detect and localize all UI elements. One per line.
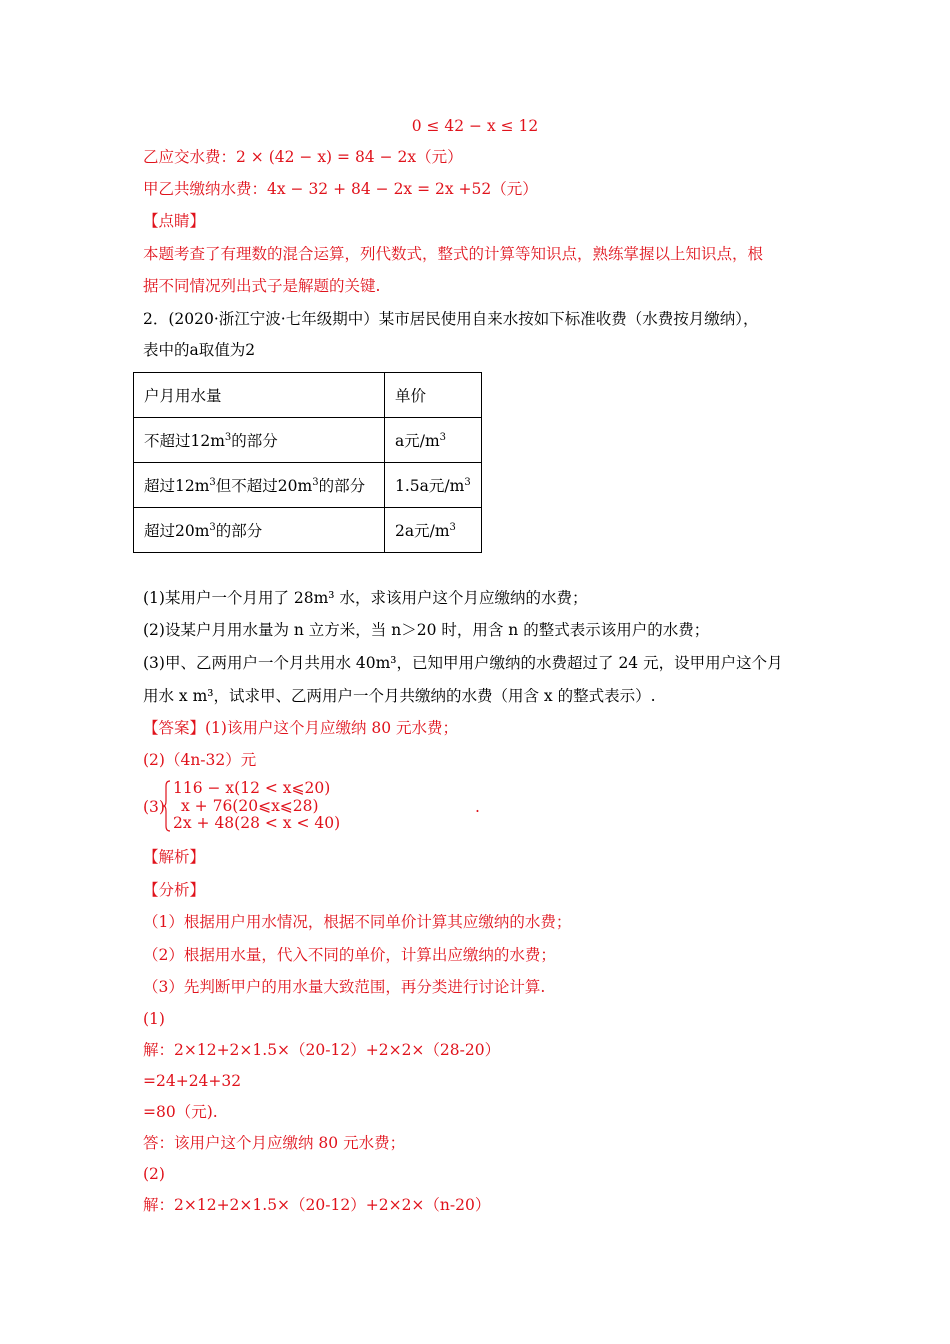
table-row bbox=[134, 373, 482, 418]
solution-step: =24+24+32 bbox=[143, 1072, 242, 1090]
solution-part-2-label: (2) bbox=[143, 1165, 165, 1183]
inequality-line: 0 ≤ 42 − x ≤ 12 bbox=[411, 117, 539, 135]
solution-step: =80（元). bbox=[143, 1103, 218, 1121]
fenxi-heading: 【分析】 bbox=[143, 881, 206, 899]
analysis-point-2: （2）根据用水量，代入不同的单价，计算出应缴纳的水费； bbox=[143, 946, 556, 964]
piecewise-case: 116 − x(12 < x⩽20) bbox=[173, 779, 331, 797]
question-part-2: (2)设某户月用水量为 n 立方米，当 n＞20 时，用含 n 的整式表示该用户的水费； bbox=[143, 621, 710, 639]
solution-step: 解：2×12+2×1.5×（20-12）+2×2×（28-20） bbox=[143, 1041, 501, 1059]
table-cell-price: 1.5a元$/m^3$ bbox=[385, 463, 482, 508]
dianjing-text-2: 据不同情况列出式子是解题的关键. bbox=[143, 277, 381, 295]
question-2-subtitle: 表中的a取值为2 bbox=[143, 341, 256, 359]
answer-part-2: (2)（4n-32）元 bbox=[143, 751, 257, 769]
fee-table bbox=[133, 372, 482, 553]
piecewise-case: 2x + 48(28 < x < 40) bbox=[173, 814, 341, 832]
solution-step: 解：2×12+2×1.5×（20-12）+2×2×（n-20） bbox=[143, 1196, 491, 1214]
table-header-cell: 户月用水量 bbox=[134, 373, 385, 418]
table-cell-range: 超过$12m^3$但不超过$20m^3$的部分 bbox=[134, 463, 385, 508]
question-part-3-line-2: 用水 x m³，试求甲、乙两用户一个月共缴纳的水费（用含 x 的整式表示）. bbox=[143, 687, 656, 705]
table-row bbox=[134, 418, 482, 463]
piecewise-cases bbox=[173, 780, 340, 833]
table-cell-range: 超过$20m^3$的部分 bbox=[134, 508, 385, 553]
answer-part-1: 【答案】(1)该用户这个月应缴纳 80 元水费； bbox=[143, 719, 459, 737]
solution-part-1-label: (1) bbox=[143, 1010, 165, 1028]
table-cell-price: 2a元$/m^3$ bbox=[385, 508, 482, 553]
left-brace-icon bbox=[163, 780, 171, 832]
table-header-cell: 单价 bbox=[385, 373, 482, 418]
answer-part-3-label: (3) bbox=[143, 798, 165, 816]
jiexi-heading: 【解析】 bbox=[143, 848, 206, 866]
total-water-fee-line: 甲乙共缴纳水费：4x − 32 + 84 − 2x = 2x +52（元） bbox=[143, 180, 538, 198]
question-part-3-line-1: (3)甲、乙两用户一个月共用水 40m³，已知甲用户缴纳的水费超过了 24 元，设甲用户这个月 bbox=[143, 654, 783, 672]
question-2-title: 2．(2020·浙江宁波·七年级期中）某市居民使用自来水按如下标准收费（水费按月缴纳）， bbox=[143, 310, 759, 328]
table-row bbox=[134, 508, 482, 553]
table-cell-price: a元$/m^3$ bbox=[385, 418, 482, 463]
piecewise-end: . bbox=[475, 798, 480, 816]
question-part-1: (1)某用户一个月用了 28m³ 水，求该用户这个月应缴纳的水费； bbox=[143, 589, 588, 607]
piecewise-case: x + 76(20⩽x⩽28) bbox=[181, 796, 319, 815]
table-row bbox=[134, 463, 482, 508]
yi-water-fee-line: 乙应交水费：2 × (42 − x) = 84 − 2x（元） bbox=[143, 148, 463, 166]
dianjing-heading: 【点睛】 bbox=[143, 212, 206, 230]
dianjing-text-1: 本题考查了有理数的混合运算，列代数式，整式的计算等知识点，熟练掌握以上知识点，根 bbox=[143, 245, 764, 263]
analysis-point-1: （1）根据用户用水情况，根据不同单价计算其应缴纳的水费； bbox=[143, 913, 572, 931]
solution-answer: 答：该用户这个月应缴纳 80 元水费； bbox=[143, 1134, 406, 1152]
table-cell-range: 不超过$12m^3$的部分 bbox=[134, 418, 385, 463]
analysis-point-3: （3）先判断甲户的用水量大致范围，再分类进行讨论计算. bbox=[143, 978, 546, 996]
